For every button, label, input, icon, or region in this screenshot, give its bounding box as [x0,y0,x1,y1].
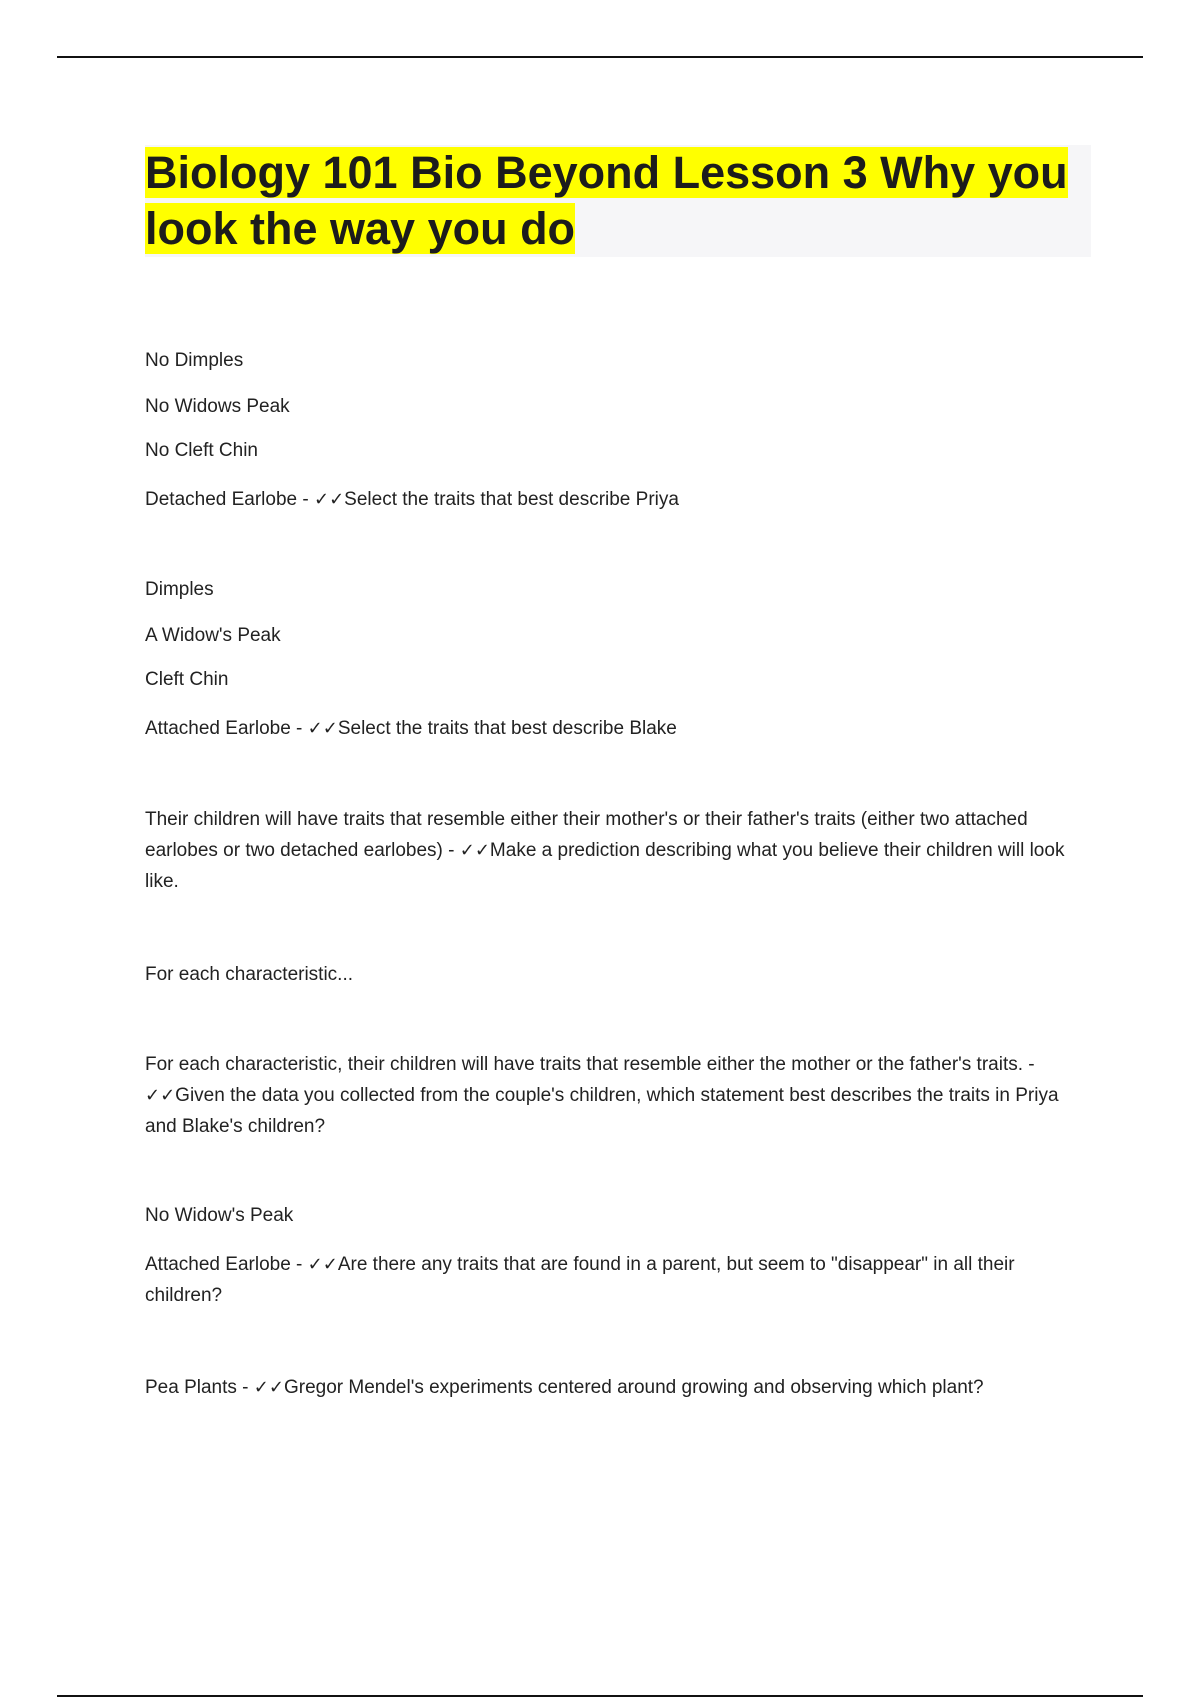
answer-text: Pea Plants [145,1377,237,1398]
check-icon: ✓✓ [145,1085,176,1106]
question-text: Make a prediction describing what you believe their children will look like. [145,840,1065,892]
trait-line: Dimples [145,579,214,600]
bottom-rule [57,1695,1143,1697]
qa-line [145,1249,1095,1311]
answer-text: Their children will have traits that resemble either their mother's or their father's traits (either two attached earlobes or two detached earlobes) [145,809,1028,861]
top-rule [57,56,1143,58]
check-icon: ✓✓ [314,489,345,510]
separator: - [290,1254,308,1275]
answer-text: Attached Earlobe [145,1254,291,1275]
trait-line: No Widows Peak [145,396,290,417]
qa-line [145,1049,1095,1142]
qa-line [145,484,1095,515]
qa-line [145,804,1095,897]
trait-line: No Cleft Chin [145,440,258,461]
check-icon: ✓✓ [307,718,338,739]
question-text: Select the traits that best describe Priya [344,489,679,510]
title-block [145,145,1091,257]
answer-text: For each characteristic, their children will have traits that resemble either the mother or the father's traits. [145,1054,1023,1075]
answer-text: Attached Earlobe [145,718,291,739]
question-text: Select the traits that best describe Blake [337,718,677,739]
separator: - [1023,1054,1035,1075]
qa-line [145,713,1095,744]
check-icon: ✓✓ [253,1377,284,1398]
document-title: Biology 101 Bio Beyond Lesson 3 Why you look the way you do [145,147,1068,254]
qa-line [145,1372,1095,1403]
separator: - [442,840,460,861]
trait-line: Cleft Chin [145,669,229,690]
trait-line: No Widow's Peak [145,1205,294,1226]
trait-line: A Widow's Peak [145,625,281,646]
trait-line: No Dimples [145,350,244,371]
answer-text: Detached Earlobe [145,489,298,510]
separator: - [290,718,308,739]
separator: - [236,1377,254,1398]
question-text: Gregor Mendel's experiments centered around growing and observing which plant? [283,1377,984,1398]
check-icon: ✓✓ [307,1254,338,1275]
text-line: For each characteristic... [145,964,354,985]
question-text: Are there any traits that are found in a parent, but seem to "disappear" in all their children? [145,1254,1015,1306]
question-text: Given the data you collected from the couple's children, which statement best describes the traits in Priya and Blake's children? [145,1085,1059,1137]
separator: - [297,489,314,510]
check-icon: ✓✓ [459,840,490,861]
